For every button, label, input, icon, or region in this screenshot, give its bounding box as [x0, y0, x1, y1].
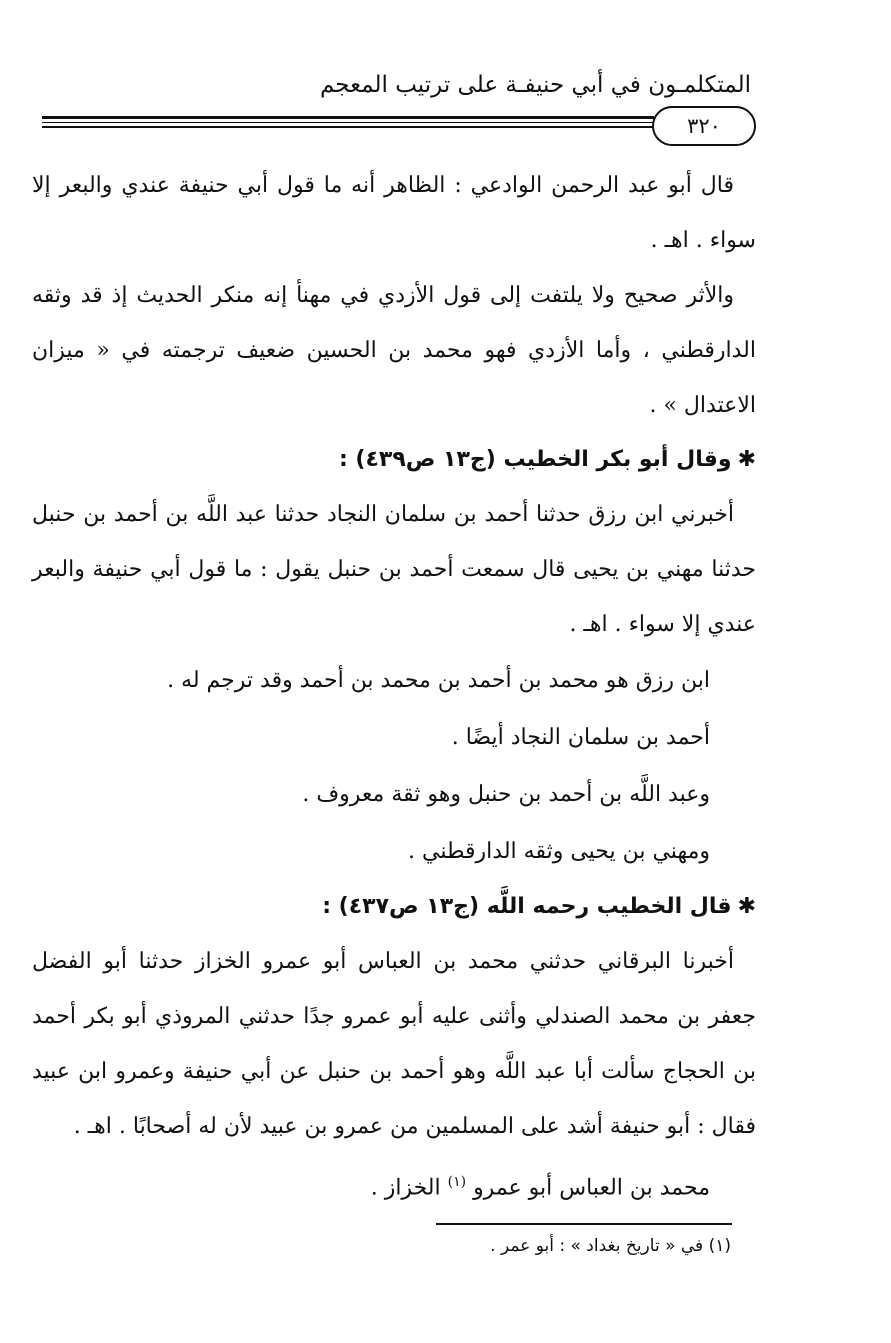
- header-rule: [42, 116, 654, 119]
- paragraph: قال أبو عبد الرحمن الوادعي : الظاهر أنه ما قول أبي حنيفة عندي والبعر إلا سواء . اهـ .: [32, 173, 756, 253]
- page-number-text: ٣٢٠: [687, 114, 721, 138]
- running-header-title: المتكلمـون في أبي حنيفـة على ترتيب المعجم: [319, 72, 751, 98]
- page-number: [652, 106, 756, 146]
- section-heading: [32, 880, 756, 934]
- section-heading-text: قال الخطيب رحمه اللَّه (ج١٣ ص٤٣٧) :: [322, 894, 732, 919]
- paragraph: والأثر صحيح ولا يلتفت إلى قول الأزدي في مهنأ إنه منكر الحديث إذ قد وثقه الدارقطني ، وأما الأزدي فهو محمد بن الحسين ضعيف ترجمته في « ميزان الاعتدال » .: [32, 283, 756, 418]
- paragraph: أخبرني ابن رزق حدثنا أحمد بن سلمان النجاد حدثنا عبد اللَّه بن أحمد بن حنبل حدثنا مهني بن يحيى قال سمعت أحمد بن حنبل يقول : ما قول أبي حنيفة والبعر عندي إلا سواء . اهـ .: [32, 502, 756, 637]
- narrator-note: أحمد بن سلمان النجاد أيضًا .: [451, 725, 710, 750]
- header-rule-lower: [42, 126, 654, 128]
- star-icon: ✱: [737, 894, 756, 919]
- footnote-separator: [436, 1223, 732, 1225]
- page-body: [32, 158, 756, 1216]
- narrator-note: ومهني بن يحيى وثقه الدارقطني .: [408, 839, 710, 864]
- narrator-note: [32, 1154, 756, 1216]
- narrator-note-text: الخزاز .: [370, 1175, 441, 1201]
- section-heading: [32, 433, 756, 487]
- header-rule-thin: [42, 122, 654, 123]
- footnote: (١) في « تاريخ بغداد » : أبو عمر .: [490, 1236, 731, 1256]
- section-heading-text: وقال أبو بكر الخطيب (ج١٣ ص٤٣٩) :: [338, 447, 732, 472]
- narrator-note-text: محمد بن العباس أبو عمرو: [473, 1175, 710, 1201]
- star-icon: ✱: [737, 447, 756, 472]
- narrator-note: ابن رزق هو محمد بن أحمد بن محمد بن أحمد وقد ترجم له .: [167, 668, 710, 693]
- footnote-marker: (١): [447, 1174, 467, 1190]
- narrator-note: وعبد اللَّه بن أحمد بن حنبل وهو ثقة معروف .: [302, 782, 710, 807]
- paragraph: أخبرنا البرقاني حدثني محمد بن العباس أبو عمرو الخزاز حدثنا أبو الفضل جعفر بن محمد الصندلي وأثنى عليه أبو عمرو جدًا حدثني المروذي أبو بكر أحمد بن الحجاج سألت أبا عبد اللَّه وهو أحمد بن حنبل عن أبي حنيفة وعمرو ابن عبيد فقال : أبو حنيفة أشد على المسلمين من عمرو بن عبيد لأن له أصحابًا . اهـ .: [32, 949, 756, 1139]
